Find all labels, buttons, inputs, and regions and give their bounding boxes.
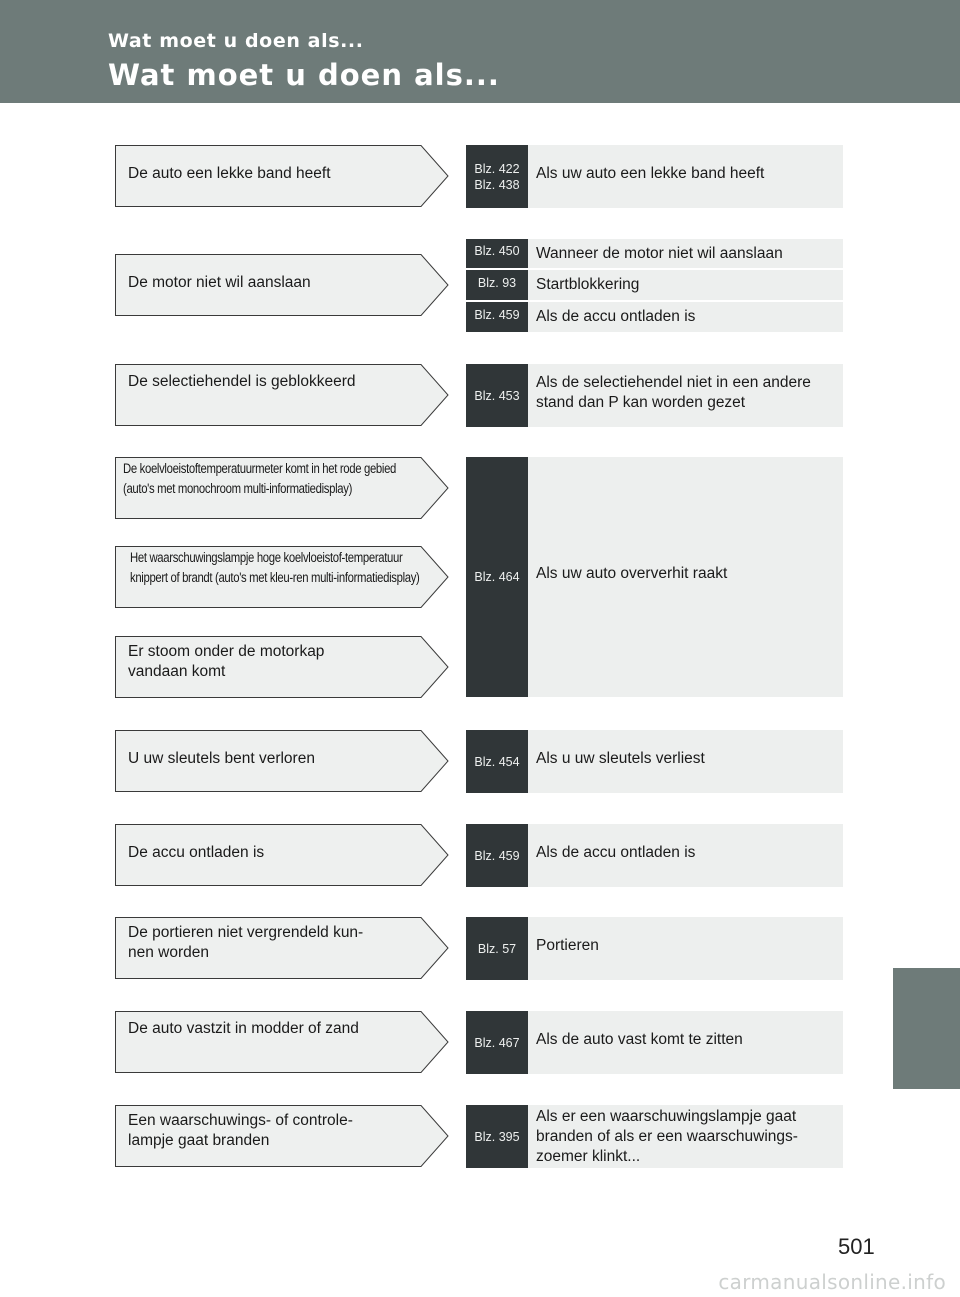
result-box [528, 302, 843, 332]
page-header [0, 0, 960, 103]
page-reference: Blz. 93 [466, 270, 528, 300]
condition-label: Een waarschuwings- of controle-lampje gaat branden [128, 1112, 353, 1149]
page-reference: Blz. 464 [466, 457, 528, 697]
condition-box [115, 457, 449, 519]
result-label: Als u uw sleutels verliest [536, 750, 705, 767]
page-reference: Blz. 453 [466, 364, 528, 427]
result-label: Als de accu ontladen is [536, 844, 696, 861]
result-box [528, 457, 843, 697]
section-tab [893, 968, 960, 1089]
result-box [528, 1105, 843, 1168]
result-label: Als de auto vast komt te zitten [536, 1031, 743, 1048]
result-box [528, 145, 843, 208]
page-number: 501 [838, 1234, 875, 1259]
result-label: Startblokkering [536, 276, 640, 293]
result-label: Als uw auto oververhit raakt [536, 565, 728, 582]
page-reference: Blz. 57 [466, 917, 528, 980]
page-reference: Blz. 454 [466, 730, 528, 793]
condition-label: Het waarschuwingslampje hoge koelvloeistof-temperatuur knippert of brandt (auto's met kleu-ren multi-informatiedisplay) [130, 550, 420, 585]
condition-label: Er stoom onder de motorkap vandaan komt [128, 643, 325, 680]
result-label: Als er een waarschuwingslampje gaat branden of als er een waarschuwings-zoemer klinkt... [536, 1108, 798, 1165]
header-title: Wat moet u doen als... [108, 58, 500, 92]
result-label: Portieren [536, 937, 599, 954]
page-reference [466, 145, 528, 208]
condition-box [115, 1011, 449, 1073]
result-box [528, 364, 843, 427]
page-reference-2: Blz. 438 [474, 177, 520, 192]
condition-box [115, 636, 449, 698]
condition-label: De motor niet wil aanslaan [128, 274, 311, 291]
condition-label: De selectiehendel is geblokkeerd [128, 373, 356, 390]
condition-box [115, 917, 449, 979]
result-label: Als uw auto een lekke band heeft [536, 165, 765, 182]
condition-box [115, 364, 449, 426]
result-box [528, 730, 843, 793]
condition-box [115, 546, 449, 608]
condition-box [115, 824, 449, 886]
condition-label: De auto een lekke band heeft [128, 165, 331, 182]
condition-label: De auto vastzit in modder of zand [128, 1020, 359, 1037]
page-reference: Blz. 459 [466, 302, 528, 332]
condition-box [115, 1105, 449, 1167]
condition-label: De koelvloeistoftemperatuurmeter komt in het rode gebied (auto's met monochroom multi-informatiedisplay) [123, 461, 397, 496]
result-box [528, 270, 843, 300]
condition-box [115, 730, 449, 792]
result-box [528, 239, 843, 268]
result-box [528, 1011, 843, 1074]
header-subtitle: Wat moet u doen als... [108, 30, 364, 52]
result-box [528, 917, 843, 980]
page-reference: Blz. 467 [466, 1011, 528, 1074]
condition-box [115, 145, 449, 207]
page-reference: Blz. 450 [466, 239, 528, 268]
result-box [528, 824, 843, 887]
condition-label: U uw sleutels bent verloren [128, 750, 315, 767]
result-label: Wanneer de motor niet wil aanslaan [536, 245, 783, 262]
page-reference: Blz. 395 [466, 1105, 528, 1168]
condition-label: De portieren niet vergrendeld kun-nen worden [128, 924, 364, 961]
watermark: carmanualsonline.info [718, 1270, 946, 1294]
condition-label: De accu ontladen is [128, 844, 265, 861]
page-reference-1: Blz. 422 [474, 161, 520, 176]
page-reference: Blz. 459 [466, 824, 528, 887]
result-label: Als de selectiehendel niet in een andere stand dan P kan worden gezet [536, 374, 811, 411]
result-label: Als de accu ontladen is [536, 308, 696, 325]
condition-box [115, 254, 449, 316]
